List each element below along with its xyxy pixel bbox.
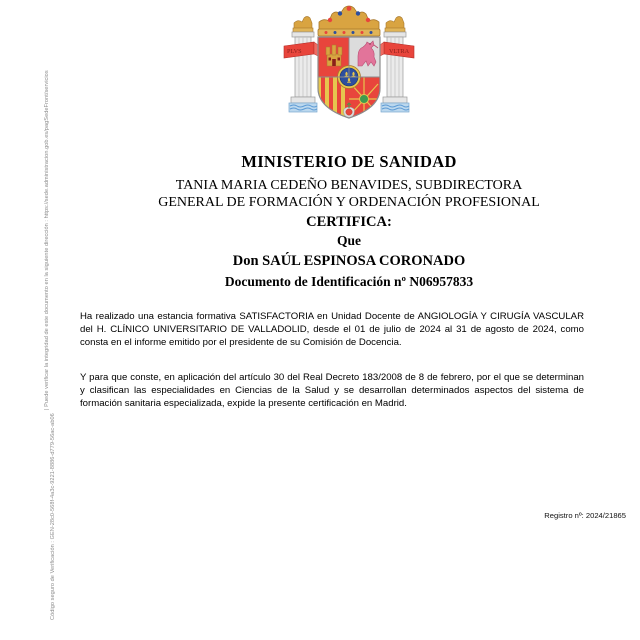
signatory-line-2: GENERAL DE FORMACIÓN Y ORDENACIÓN PROFESIONAL [158, 194, 540, 210]
body-paragraph-2: Y para que conste, en aplicación del artículo 30 del Real Decreto 183/2008 de 8 de febrero, por el que se determinan y clasifican las especialidades en Ciencias de la Salud y se desarrollan determinados aspectos del sistema de formación sanitaria especializada, expide la presente certificación en Madrid. [80, 372, 584, 410]
left-pillar-shape [289, 17, 317, 113]
signatory-block [58, 178, 640, 211]
verification-url-text: | Puede verificar la integridad de este documento en la siguiente dirección : https://sede.administracion.gob.es/pagSedeFront/servicios [44, 70, 50, 410]
body-paragraph-1: Ha realizado una estancia formativa SATISFACTORIA en Unidad Docente de ANGIOLOGÍA Y CIRUGÍA VASCULAR del H. CLÍNICO UNIVERSITARIO DE VALLADOLID, desde el 01 de julio de 2024 al 31 de agosto de 2024, como consta en el informe emitido por el presidente de su Comisión de Docencia. [80, 311, 584, 349]
recipient-name: Don SAÚL ESPINOSA CORONADO [232, 253, 466, 269]
crown-shape [318, 6, 380, 36]
verification-strip [0, 0, 58, 640]
registry-number: Registro nº: 2024/21865 [544, 511, 626, 520]
that-label: Que [336, 233, 361, 248]
escutcheon-shape [318, 37, 380, 122]
certifies-label: CERTIFICA: [306, 214, 392, 230]
certificate-page [58, 0, 640, 640]
signatory-line-1: TANIA MARIA CEDEÑO BENAVIDES, SUBDIRECTORA [175, 178, 523, 193]
verification-code-text: Código seguro de Verificación : GEN-28c0-568f-4a3c-9221-8886-d779-56ac-ab06 [50, 413, 56, 620]
right-pillar-shape [381, 17, 409, 113]
motto-right-text: VLTRA [389, 48, 410, 55]
coat-of-arms-icon [274, 4, 424, 136]
castile-castle-shape [326, 45, 342, 66]
id-document-number: Documento de Identificación nº N06957833 [224, 274, 474, 289]
motto-left-text: PLVS [287, 48, 302, 55]
page-title: MINISTERIO DE SANIDAD [241, 152, 457, 171]
